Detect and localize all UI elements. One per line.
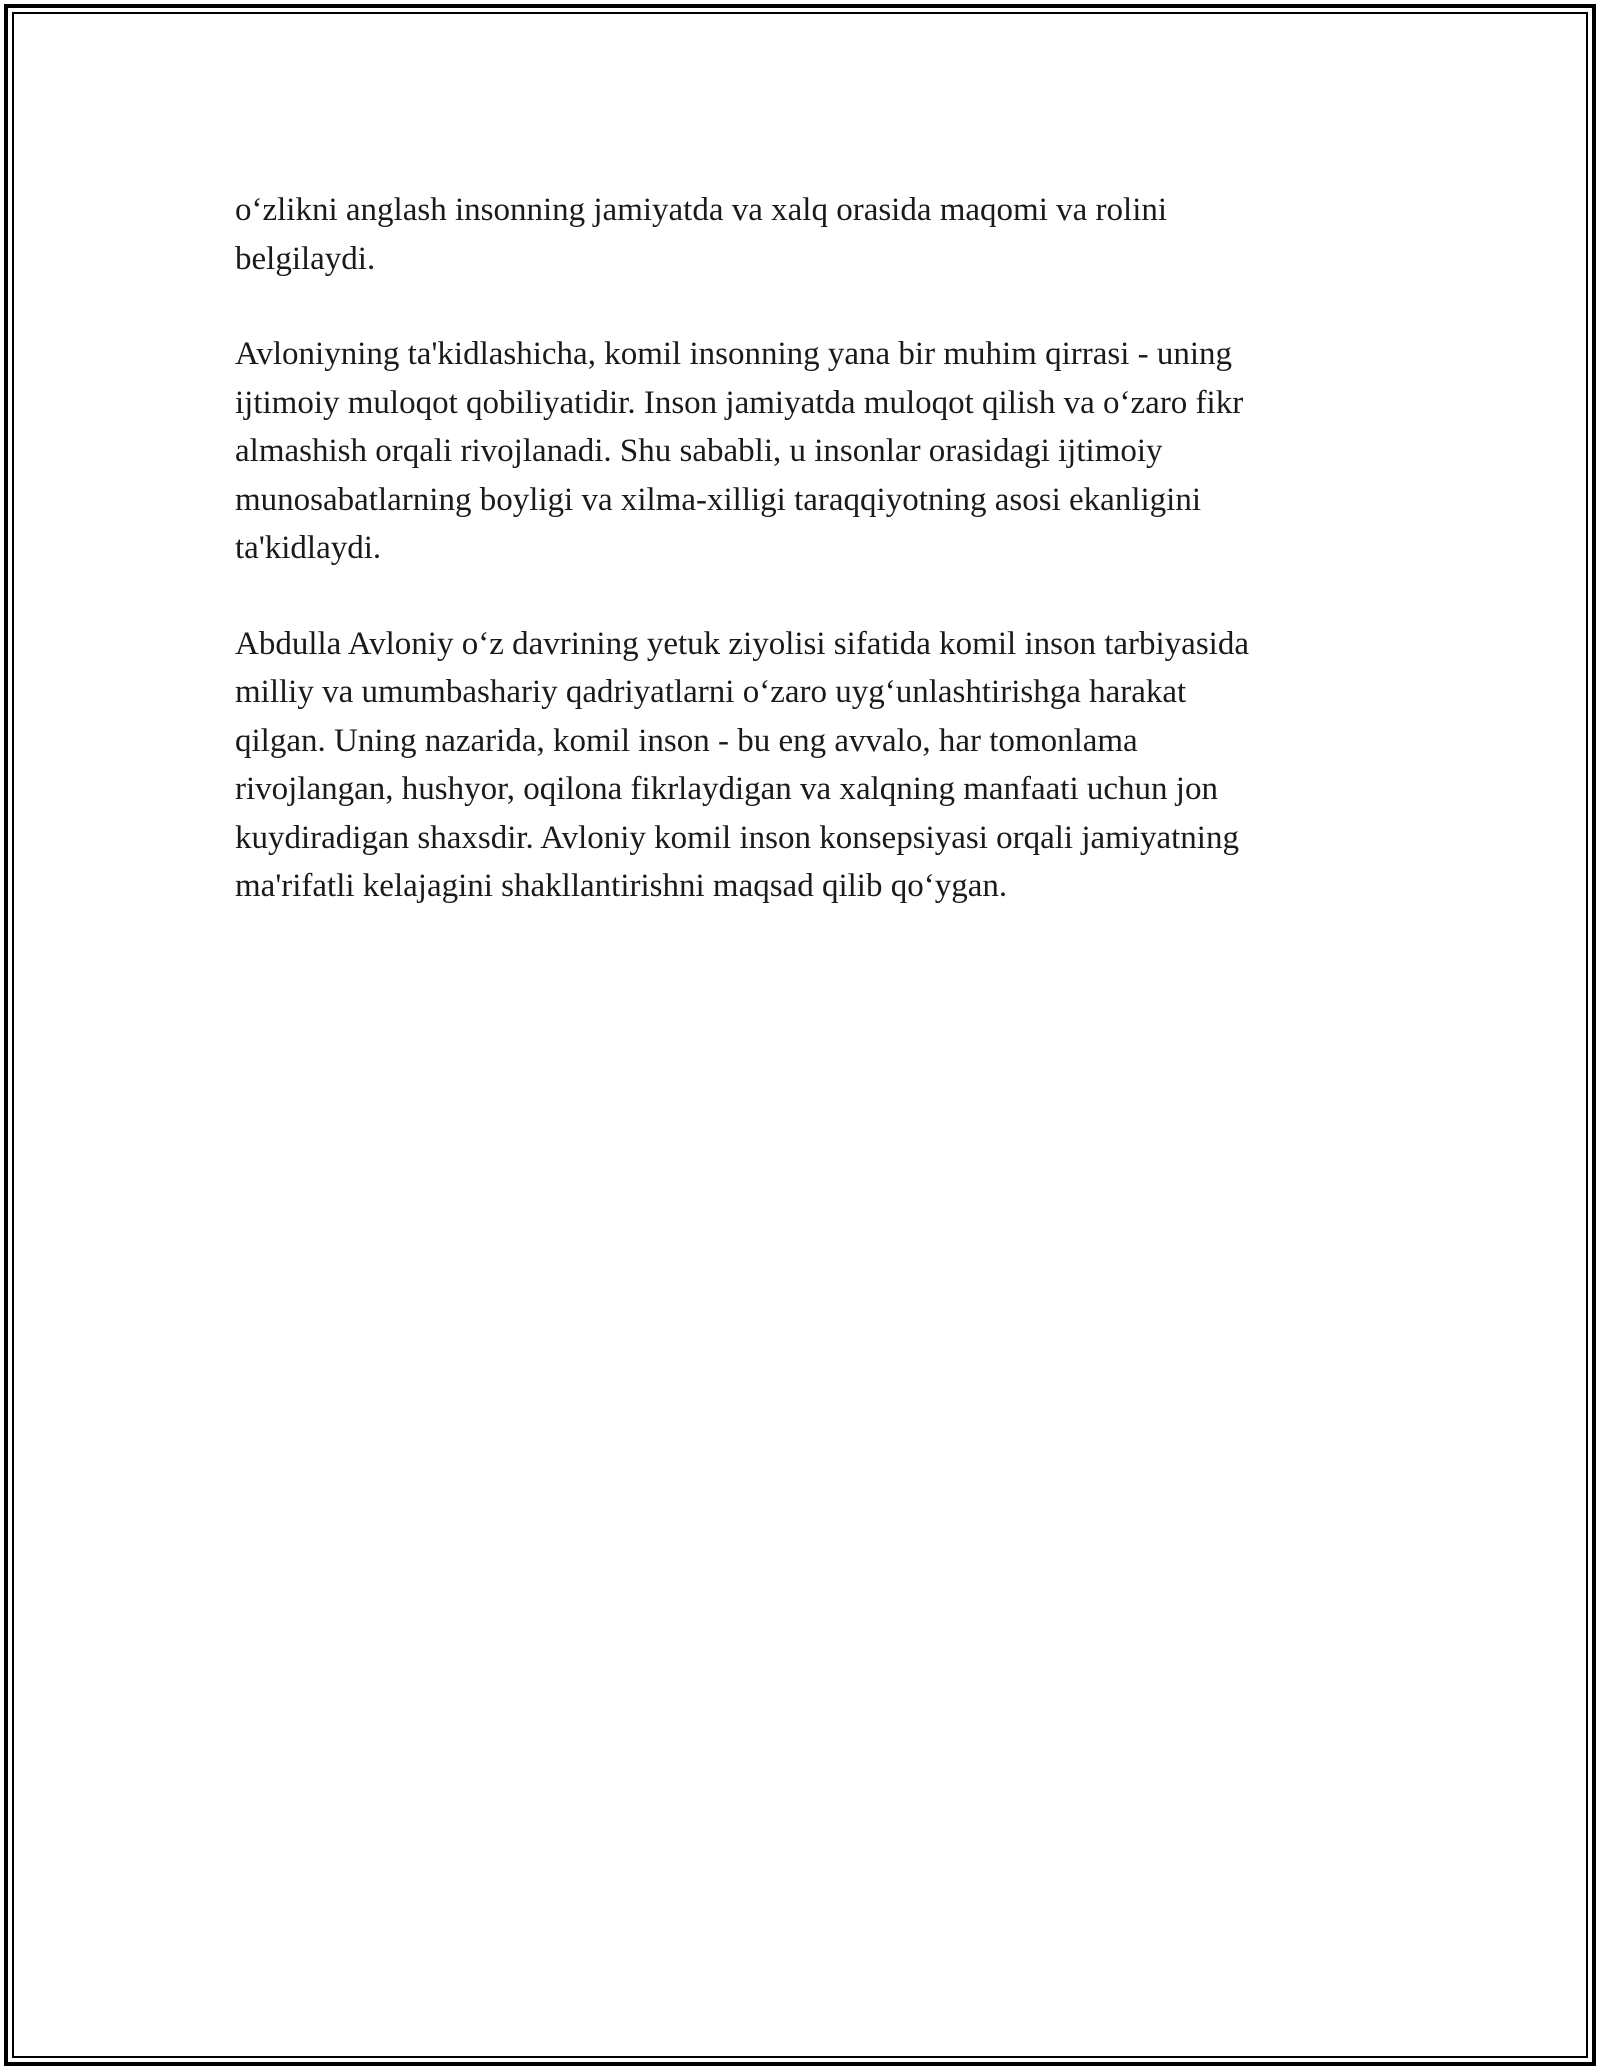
- document-body: [235, 186, 1420, 958]
- paragraph-2: Avloniyning ta'kidlashicha, komil insonning yana bir muhim qirrasi - uning ijtimoiy muloqot qobiliyatidir. Inson jamiyatda muloqot qilish va o‘zaro fikr almashish orqali rivojlanadi. Shu sababli, u insonlar orasidagi ijtimoiy munosabatlarning boyligi va xilma-xilligi taraqqiyotning asosi ekanligini ta'kidlaydi.: [235, 336, 1244, 566]
- paragraph-3: Abdulla Avloniy o‘z davrining yetuk ziyolisi sifatida komil inson tarbiyasida milliy va umumbashariy qadriyatlarni o‘zaro uyg‘unlashtirishga harakat qilgan. Uning nazarida, komil inson - bu eng avvalo, har tomonlama rivojlangan, hushyor, oqilona fikrlaydigan va xalqning manfaati uchun jon kuydiradigan shaxsdir. Avloniy komil inson konsepsiyasi orqali jamiyatning ma'rifatli kelajagini shakllantirishni maqsad qilib qo‘ygan.: [235, 625, 1249, 904]
- paragraph-1: o‘zlikni anglash insonning jamiyatda va xalq orasida maqomi va rolini belgilaydi.: [235, 192, 1168, 277]
